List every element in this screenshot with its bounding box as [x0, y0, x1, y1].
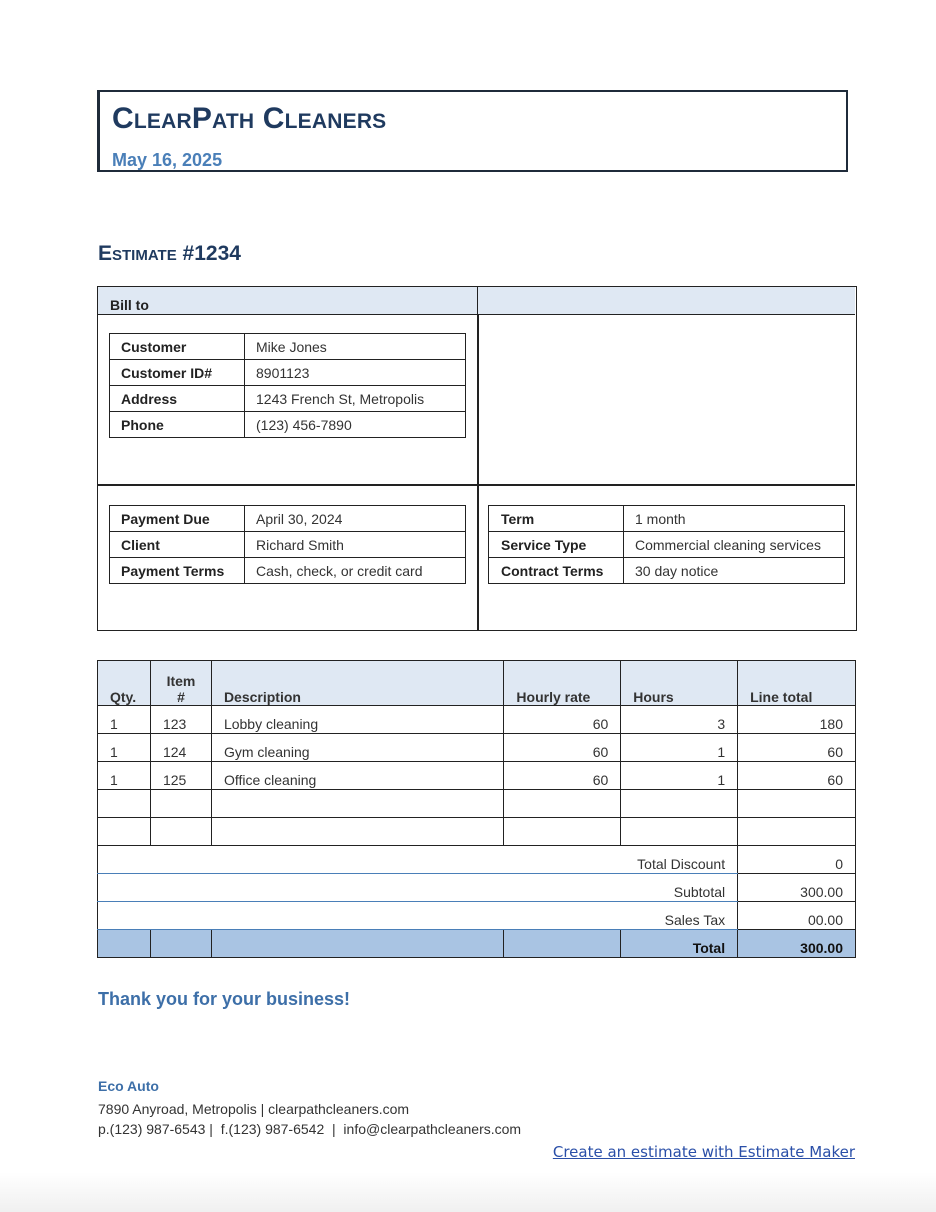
total-discount-row	[98, 846, 856, 874]
bill-divider-horizontal	[98, 484, 855, 486]
table-row	[110, 558, 466, 584]
total-discount-label: Total Discount	[98, 846, 738, 874]
item-cell: 123	[150, 706, 211, 734]
payment-due-key: Payment Due	[110, 506, 245, 532]
contract-table	[488, 505, 845, 584]
client-key: Client	[110, 532, 245, 558]
item-number-header	[150, 661, 211, 706]
empty-row	[98, 818, 856, 846]
page-bottom-fade	[0, 1172, 936, 1212]
customer-id-key: Customer ID#	[110, 360, 245, 386]
bill-to-section	[97, 286, 857, 631]
table-row	[110, 506, 466, 532]
estimate-maker-link[interactable]: Create an estimate with Estimate Maker	[552, 1143, 855, 1161]
sales-tax-label: Sales Tax	[98, 902, 738, 930]
phone-value: (123) 456-7890	[245, 412, 466, 438]
service-type-value: Commercial cleaning services	[624, 532, 845, 558]
total-row	[98, 930, 856, 958]
description-cell: Office cleaning	[211, 762, 503, 790]
qty-cell: 1	[98, 762, 151, 790]
table-row	[489, 558, 845, 584]
sales-tax-row	[98, 902, 856, 930]
term-key: Term	[489, 506, 624, 532]
phone-key: Phone	[110, 412, 245, 438]
bill-to-header	[98, 287, 478, 315]
header-box	[97, 90, 848, 172]
customer-key: Customer	[110, 334, 245, 360]
table-row	[98, 762, 856, 790]
footer-company-name: Eco Auto	[98, 1078, 159, 1094]
table-row	[110, 360, 466, 386]
client-value: Richard Smith	[245, 532, 466, 558]
subtotal-row	[98, 874, 856, 902]
table-row	[110, 334, 466, 360]
subtotal-label: Subtotal	[98, 874, 738, 902]
item-header-line1: Item	[166, 673, 196, 689]
payment-terms-value: Cash, check, or credit card	[245, 558, 466, 584]
total-discount-value: 0	[738, 846, 856, 874]
table-row	[110, 412, 466, 438]
customer-table	[109, 333, 466, 438]
description-cell: Lobby cleaning	[211, 706, 503, 734]
payment-terms-key: Payment Terms	[110, 558, 245, 584]
table-row	[98, 734, 856, 762]
hours-cell: 1	[621, 734, 738, 762]
table-row	[98, 706, 856, 734]
estimate-title: Estimate #1234	[98, 242, 241, 265]
rate-cell: 60	[504, 706, 621, 734]
header-date: May 16, 2025	[112, 150, 223, 170]
empty-row	[98, 790, 856, 818]
items-header-row	[98, 661, 856, 706]
line-total-cell: 180	[738, 706, 856, 734]
service-type-key: Service Type	[489, 532, 624, 558]
address-value: 1243 French St, Metropolis	[245, 386, 466, 412]
item-header-line2: #	[177, 689, 185, 705]
hours-cell: 1	[621, 762, 738, 790]
table-row	[489, 506, 845, 532]
table-row	[489, 532, 845, 558]
payment-due-value: April 30, 2024	[245, 506, 466, 532]
hourly-rate-header: Hourly rate	[504, 661, 621, 706]
contract-terms-value: 30 day notice	[624, 558, 845, 584]
items-table	[97, 660, 856, 958]
contract-terms-key: Contract Terms	[489, 558, 624, 584]
bill-divider-vertical	[477, 315, 479, 631]
table-row	[110, 532, 466, 558]
total-value: 300.00	[738, 930, 856, 958]
subtotal-value: 300.00	[738, 874, 856, 902]
line-total-header: Line total	[738, 661, 856, 706]
bill-to-label: Bill to	[110, 297, 149, 313]
table-row	[110, 386, 466, 412]
total-label: Total	[621, 930, 738, 958]
sales-tax-value: 00.00	[738, 902, 856, 930]
address-key: Address	[110, 386, 245, 412]
rate-cell: 60	[504, 734, 621, 762]
hours-cell: 3	[621, 706, 738, 734]
item-cell: 124	[150, 734, 211, 762]
rate-cell: 60	[504, 762, 621, 790]
item-cell: 125	[150, 762, 211, 790]
qty-cell: 1	[98, 706, 151, 734]
footer-address: 7890 Anyroad, Metropolis | clearpathcleaners.com	[98, 1101, 410, 1117]
footer-contact: p.(123) 987-6543 | f.(123) 987-6542 | info@clearpathcleaners.com	[98, 1121, 522, 1137]
thank-you-message: Thank you for your business!	[98, 989, 351, 1009]
line-total-cell: 60	[738, 734, 856, 762]
bill-to-header-right	[478, 287, 855, 315]
description-cell: Gym cleaning	[211, 734, 503, 762]
hours-header: Hours	[621, 661, 738, 706]
description-header: Description	[211, 661, 503, 706]
qty-cell: 1	[98, 734, 151, 762]
customer-value: Mike Jones	[245, 334, 466, 360]
company-name: ClearPath Cleaners	[112, 102, 387, 135]
line-total-cell: 60	[738, 762, 856, 790]
term-value: 1 month	[624, 506, 845, 532]
customer-id-value: 8901123	[245, 360, 466, 386]
qty-header: Qty.	[98, 661, 151, 706]
payment-table	[109, 505, 466, 584]
